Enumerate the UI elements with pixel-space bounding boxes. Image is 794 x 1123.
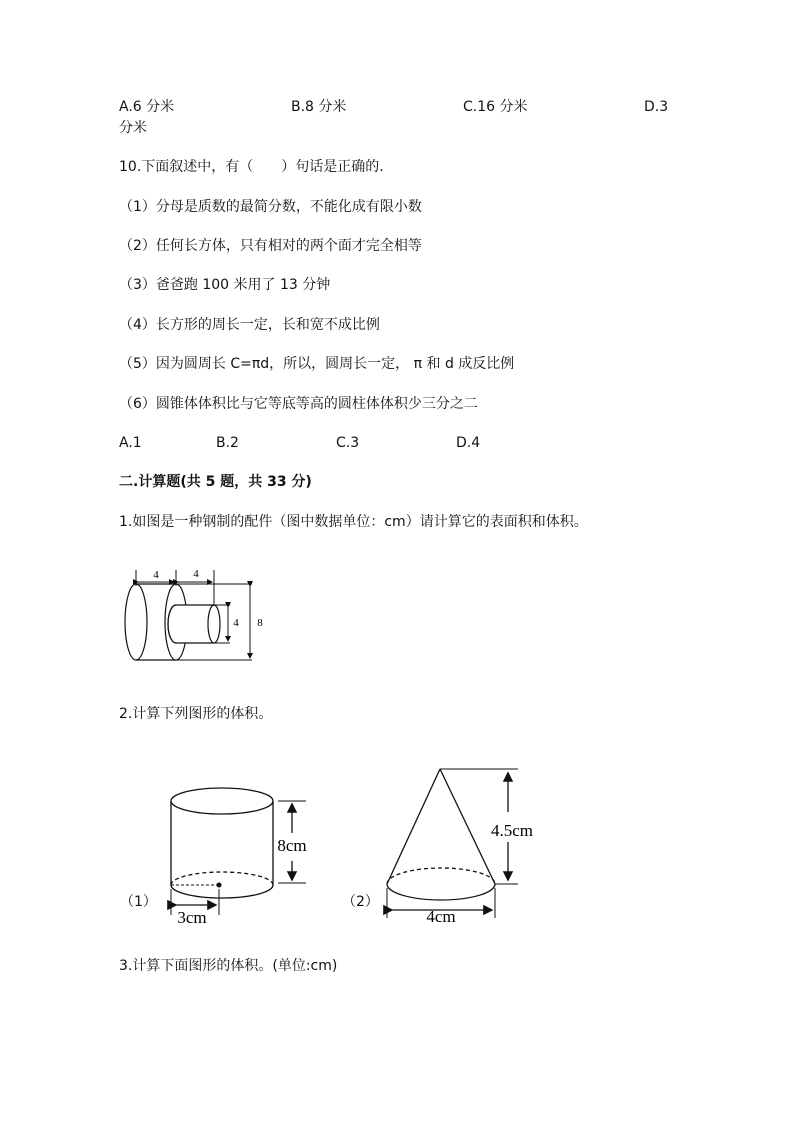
q9-option-d-unit: 分米 <box>119 120 147 136</box>
cone-height-label: 4.5cm <box>490 821 534 840</box>
steel-part-figure <box>118 562 278 672</box>
q10-item-4: （4）长方形的周长一定，长和宽不成比例 <box>119 317 380 333</box>
cylinder-radius-label: 3cm <box>177 908 207 925</box>
calc2-stem: 2.计算下列图形的体积。 <box>119 706 273 722</box>
calc3-stem: 3.计算下面图形的体积。(单位:cm) <box>119 958 338 974</box>
fig1-label: （1） <box>120 894 157 910</box>
q10-stem: 10.下面叙述中，有（ ）句话是正确的. <box>119 159 384 175</box>
fig2-label: （2） <box>342 894 379 910</box>
dim-left-length: 4 <box>153 569 159 581</box>
q9-option-c: C.16 分米 <box>463 99 528 115</box>
section-heading: 二.计算题(共 5 题，共 33 分) <box>119 474 312 490</box>
q9-option-b: B.8 分米 <box>291 99 347 115</box>
q9-option-a: A.6 分米 <box>119 99 175 115</box>
dim-large-diameter: 8 <box>257 617 263 629</box>
q10-item-1: （1）分母是质数的最简分数，不能化成有限小数 <box>119 199 422 215</box>
q10-option-d: D.4 <box>456 435 481 451</box>
q10-option-c: C.3 <box>336 435 360 451</box>
cone-figure <box>380 760 580 925</box>
q10-option-b: B.2 <box>216 435 239 451</box>
q10-item-6: （6）圆锥体体积比与它等底等高的圆柱体体积少三分之二 <box>119 396 478 412</box>
cylinder-height-label: 8cm <box>277 836 307 855</box>
q10-item-2: （2）任何长方体，只有相对的两个面才完全相等 <box>119 238 422 254</box>
cone-diameter-label: 4cm <box>426 907 456 925</box>
q10-item-5: （5）因为圆周长 C=πd，所以，圆周长一定， π 和 d 成反比例 <box>119 356 515 372</box>
dim-right-length: 4 <box>193 568 199 580</box>
q9-option-d: D.3 <box>644 99 669 115</box>
q10-option-a: A.1 <box>119 435 142 451</box>
q10-item-3: （3）爸爸跑 100 米用了 13 分钟 <box>119 277 331 293</box>
dim-small-diameter: 4 <box>233 617 239 629</box>
calc1-stem: 1.如图是一种钢制的配件（图中数据单位：cm）请计算它的表面积和体积。 <box>119 514 588 530</box>
